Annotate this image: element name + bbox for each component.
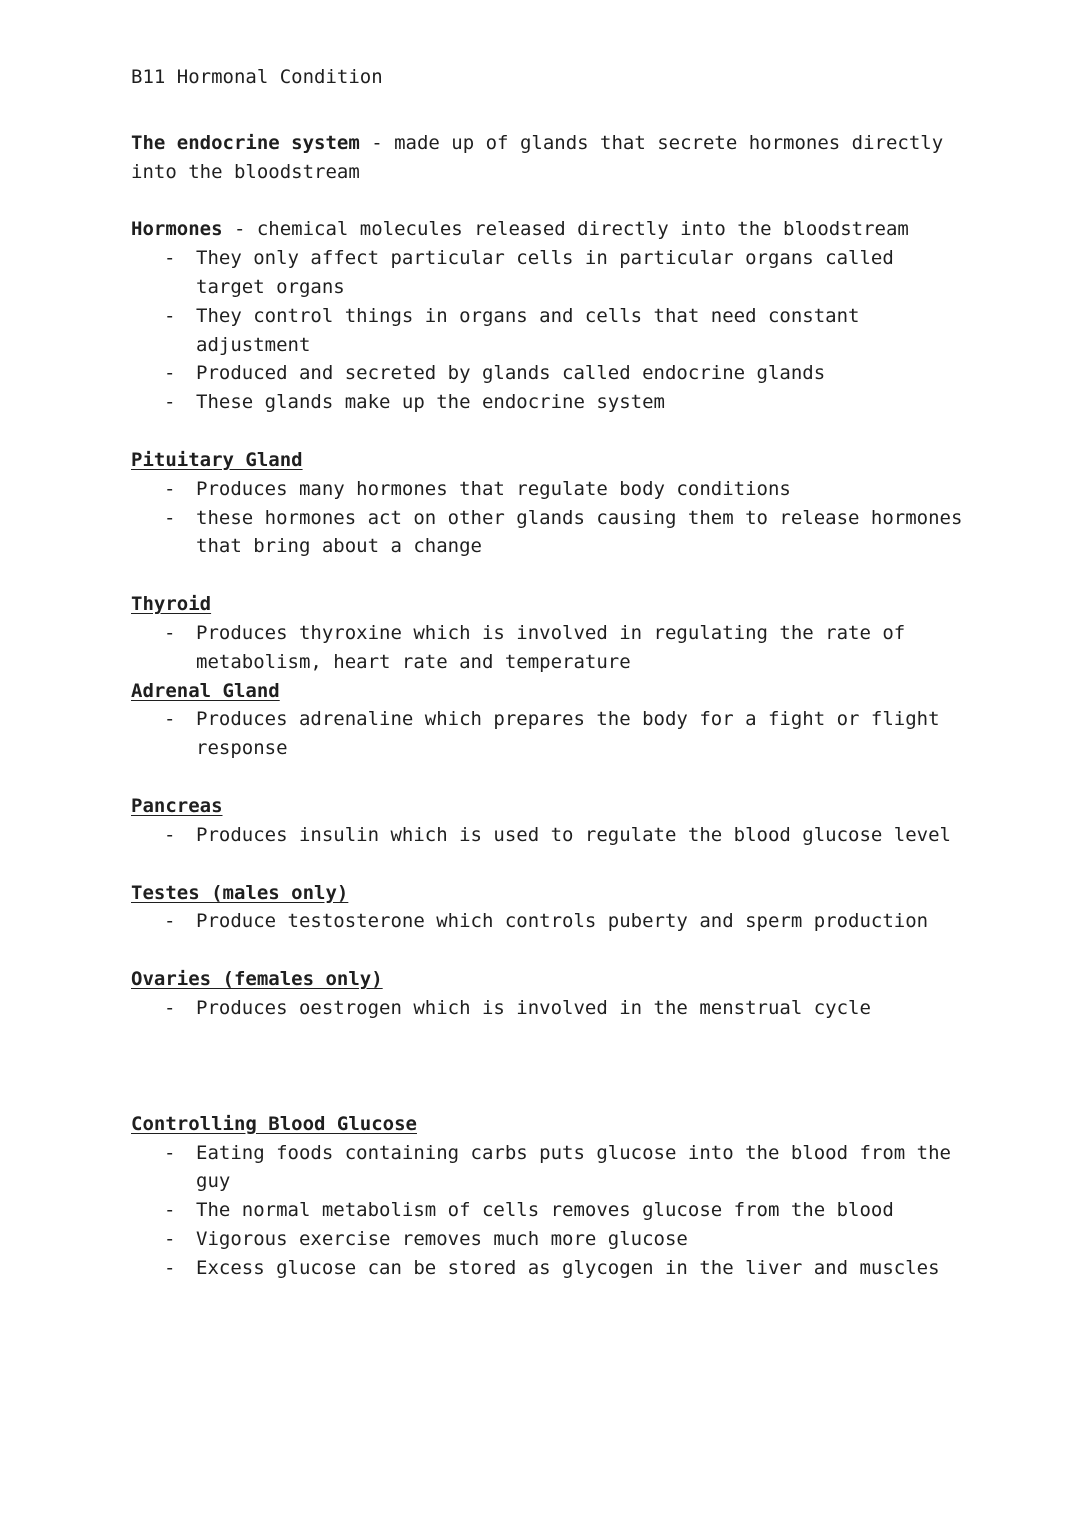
list-item [131, 359, 971, 388]
list-item-text: Produces adrenaline which prepares the body for a fight or flight response [196, 708, 940, 760]
list-item-text: Produces insulin which is used to regulate the blood glucose level [196, 823, 951, 846]
list-item-text: Produces thyroxine which is involved in regulating the rate of metabolism, heart rate and temperature [196, 621, 906, 673]
list-item [131, 821, 971, 850]
thyroid-heading: Thyroid [131, 593, 212, 616]
dash-bullet: - [164, 506, 176, 529]
ovaries-section [131, 965, 971, 1023]
list-item [131, 475, 971, 504]
adrenal-heading: Adrenal Gland [131, 679, 280, 702]
dash-bullet: - [164, 910, 176, 933]
separator: - [359, 131, 395, 154]
thyroid-list [131, 619, 971, 677]
pituitary-heading: Pituitary Gland [131, 448, 303, 471]
endocrine-system-definition [131, 129, 971, 187]
list-item [131, 388, 971, 417]
list-item-text: these hormones act on other glands causing them to release hormones that bring about a change [196, 506, 963, 558]
dash-bullet: - [164, 1227, 176, 1250]
dash-bullet: - [164, 1256, 176, 1279]
hormones-section [131, 215, 971, 417]
endocrine-system-text: made up of glands that secrete hormones directly into the bloodstream [131, 131, 944, 183]
testes-section [131, 879, 971, 937]
list-item [131, 619, 971, 677]
pituitary-list [131, 475, 971, 561]
dash-bullet: - [164, 1199, 176, 1222]
pituitary-section [131, 446, 971, 561]
ovaries-heading: Ovaries (females only) [131, 968, 383, 991]
list-item [131, 907, 971, 936]
separator: - [222, 218, 257, 241]
testes-heading: Testes (males only) [131, 881, 349, 904]
list-item-text: They control things in organs and cells that need constant adjustment [196, 304, 860, 356]
list-item [131, 504, 971, 562]
dash-bullet: - [164, 823, 176, 846]
list-item-text: They only affect particular cells in particular organs called target organs [196, 247, 894, 298]
hormones-text: chemical molecules released directly into the bloodstream [256, 218, 909, 241]
list-item [131, 994, 971, 1023]
adrenal-section [131, 677, 971, 763]
list-item-text: Produces many hormones that regulate body conditions [196, 477, 791, 500]
list-item [131, 1225, 971, 1254]
thyroid-section [131, 590, 971, 676]
pancreas-section [131, 792, 971, 850]
dash-bullet: - [164, 477, 176, 500]
hormones-list [131, 244, 971, 417]
hormones-definition [131, 215, 971, 244]
blood-glucose-heading: Controlling Blood Glucose [131, 1112, 417, 1135]
dash-bullet: - [164, 1141, 176, 1164]
list-item-text: The normal metabolism of cells removes glucose from the blood [196, 1199, 894, 1222]
pancreas-list [131, 821, 971, 850]
dash-bullet: - [164, 996, 176, 1019]
blood-glucose-list [131, 1139, 971, 1283]
list-item-text: Vigorous exercise removes much more glucose [196, 1227, 688, 1250]
blood-glucose-section [131, 1110, 971, 1283]
document-page [131, 63, 971, 1283]
list-item-text: Produces oestrogen which is involved in the menstrual cycle [196, 996, 871, 1019]
list-item-text: Produced and secreted by glands called endocrine glands [196, 362, 826, 385]
list-item-text: Excess glucose can be stored as glycogen in the liver and muscles [196, 1256, 940, 1279]
dash-bullet: - [164, 304, 176, 327]
list-item [131, 1196, 971, 1225]
dash-bullet: - [164, 621, 176, 644]
pancreas-heading: Pancreas [131, 794, 223, 817]
list-item-text: Produce testosterone which controls puberty and sperm production [196, 910, 929, 933]
dash-bullet: - [164, 247, 176, 270]
list-item [131, 302, 971, 360]
list-item-text: Eating foods containing carbs puts glucose into the blood from the guy [196, 1141, 951, 1193]
list-item-text: These glands make up the endocrine system [196, 391, 665, 414]
list-item [131, 705, 971, 763]
endocrine-system-term: The endocrine system [131, 131, 360, 154]
list-item [131, 1254, 971, 1283]
adrenal-list [131, 705, 971, 763]
dash-bullet: - [164, 362, 176, 385]
dash-bullet: - [164, 708, 176, 731]
document-title: B11 Hormonal Condition [131, 66, 383, 88]
dash-bullet: - [164, 391, 176, 414]
ovaries-list [131, 994, 971, 1023]
hormones-term: Hormones [131, 218, 223, 241]
testes-list [131, 907, 971, 936]
list-item [131, 1139, 971, 1197]
list-item [131, 244, 971, 302]
